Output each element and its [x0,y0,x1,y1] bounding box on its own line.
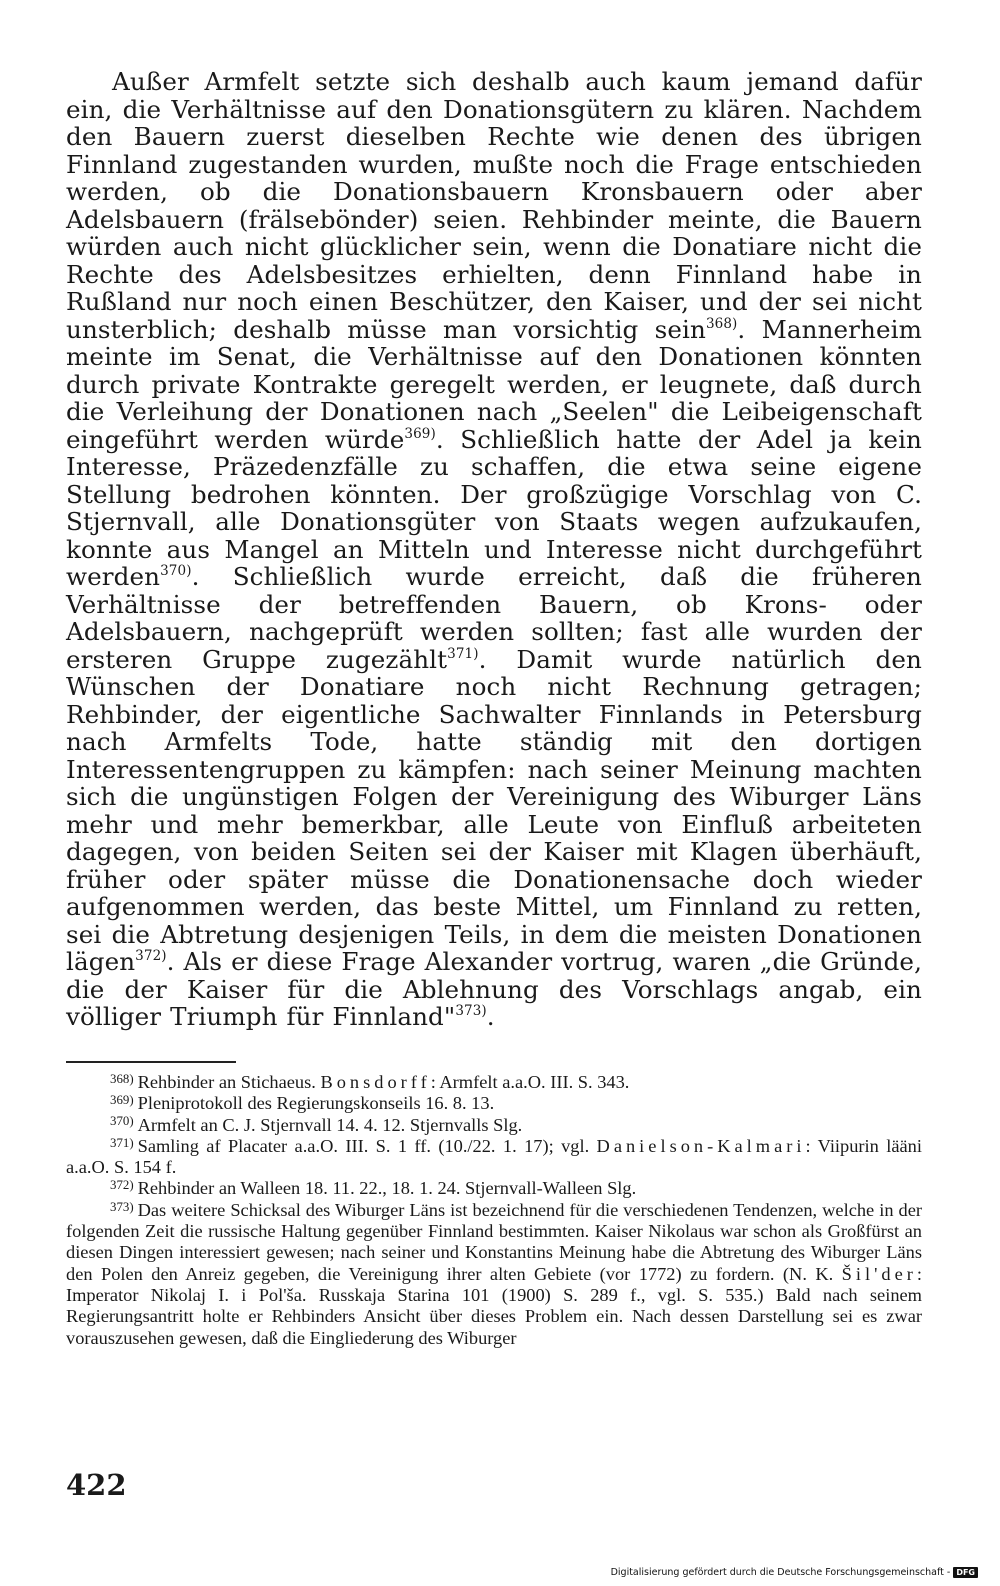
footnote-number: 373) [110,1199,134,1214]
text-run: . Mannerheim meinte im Senat, die Verhältnisse auf den Donationen könnten durch private Kontrakte geregelt werden, er leugnete, daß durch die Verleihung der Donationen nach „Seelen" die Leibeigenschaft eingeführt werden würde [66,314,922,454]
footnote-ref-371: 371) [447,645,479,662]
footnote-ref-369: 369) [404,425,436,442]
footnote-number: 370) [110,1114,134,1129]
footnote-372 [66,1178,922,1199]
page-number: 422 [66,1468,127,1502]
footnote-368 [66,1072,922,1093]
footnote-370 [66,1115,922,1136]
footnote-text: Rehbinder an Walleen 18. 11. 22., 18. 1. 24. Stjernvall-Walleen Slg. [137,1178,637,1199]
text-run: . Als er diese Frage Alexander vortrug, waren „die Gründe, die der Kaiser für die Ablehnung des Vorschlags angab, ein völliger Triumph für Finnland" [66,947,922,1031]
footnote-separator [66,1061,236,1063]
footnote-author: Šil'der [841,1263,917,1284]
footnote-ref-373: 373) [455,1002,487,1019]
footnote-author: Danielson-Kalmari [596,1135,806,1156]
footnote-text: Rehbinder an Stichaeus. [137,1072,321,1092]
text-run: . Schließlich hatte der Adel ja kein Interesse, Präzedenzfälle zu schaffen, die etwa seine eigene Stellung bedrohen könnten. Der großzügige Vorschlag von C. Stjernvall, alle Donationsgüter von Staats wegen aufzukaufen, konnte aus Mangel an Mitteln und Interesse nicht durchgeführt werden [66,424,922,591]
footnote-text: Das weitere Schicksal des Wiburger Läns ist bezeichnend für die verschiedenen Tendenzen, welche in der folgenden Zeit die russische Haltung gegenüber Finnland bestimmten. Kaiser Nikolaus war schon als Großfürst an diesen Dingen interessiert gewesen; nach seiner und Konstantins Meinung habe die Abtretung des Wiburger Läns den Polen den Anreiz gegeben, die Vereinigung ihrer alten Gebiete (vor 1772) zu fordern. (N. K. [66,1199,922,1284]
main-paragraph [66,68,922,1031]
footnote-373 [66,1200,922,1349]
footnotes-block [66,1072,922,1349]
footnote-text: : Imperator Nikolaj I. i Pol'ša. Russkaja Starina 101 (1900) S. 289 f., vgl. S. 535.) Bald nach seinem Regierungsantritt holte er Rehbinders Ansicht über dieses Problem ein. Nach dessen Darstellung sei es zwar vorauszusehen gewesen, daß die Eingliederung des Wiburger [66,1263,922,1348]
text-run: . Damit wurde natürlich den Wünschen der Donatiare noch nicht Rechnung getragen; Rehbinder, der eigentliche Sachwalter Finnlands in Petersburg nach Armfelts Tode, hatte ständig mit den dortigen Interessentengruppen zu kämpfen: nach seiner Meinung machten sich die ungünstigen Folgen der Vereinigung des Wiburger Läns mehr und mehr bemerkbar, alle Leute von Einfluß arbeiteten dagegen, von beiden Seiten sei der Kaiser mit Klagen überhäuft, früher oder später müsse die Donationensache doch wieder aufgenommen werden, das beste Mittel, um Finnland zu retten, sei die Abtretung desjenigen Teils, in dem die meisten Donationen lägen [66,644,922,976]
footnote-371 [66,1136,922,1179]
main-text-block [66,68,922,1031]
footnote-text: Armfelt an C. J. Stjernvall 14. 4. 12. Stjernvalls Slg. [137,1114,523,1135]
text-run: . Schließlich wurde erreicht, daß die früheren Verhältnisse der betreffenden Bauern, ob Krons- oder Adelsbauern, nachgeprüft werden sollten; fast alle wurden der ersteren Gruppe zugezählt [66,562,922,674]
footnote-text: : Armfelt a.a.O. III. S. 343. [430,1072,630,1092]
digitization-credit [611,1567,978,1578]
footnote-ref-372: 372) [135,947,167,964]
footnote-number: 369) [110,1093,134,1108]
text-run: Außer Armfelt setzte sich deshalb auch kaum jemand dafür ein, die Verhältnisse auf den Donationsgütern zu klären. Nachdem den Bauern zuerst dieselben Rechte wie denen des übrigen Finnland zugestanden wurden, mußte noch die Frage entschieden werden, ob die Donationsbauern Kronsbauern oder aber Adelsbauern (frälsebönder) seien. Rehbinder meinte, die Bauern würden auch nicht glücklicher sein, wenn die Donatiare nicht die Rechte des Adelsbesitzes erhielten, denn Finnland habe in Rußland nur noch einen Beschützer, den Kaiser, und der sei nicht unsterblich; deshalb müsse man vorsichtig sein [66,67,922,344]
footnote-ref-368: 368) [705,315,738,332]
dfg-logo-icon: DFG [953,1567,978,1578]
footnote-369 [66,1093,922,1114]
credit-text: Digitalisierung gefördert durch die Deutsche Forschungsgemeinschaft - [610,1567,951,1578]
footnote-text: Samling af Placater a.a.O. III. S. 1 ff. (10./22. 1. 17); vgl. [137,1135,597,1156]
footnote-number: 371) [110,1135,134,1150]
footnote-ref-370: 370) [160,562,192,579]
footnote-text: : Viipurin lääni a.a.O. S. 154 f. [66,1135,922,1178]
footnote-number: 368) [110,1071,134,1086]
footnote-number: 372) [110,1178,134,1193]
footnote-author: Bonsdorff [320,1072,431,1092]
footnote-text: Pleniprotokoll des Regierungskonseils 16. 8. 13. [137,1093,495,1114]
text-run: . [486,1002,495,1031]
